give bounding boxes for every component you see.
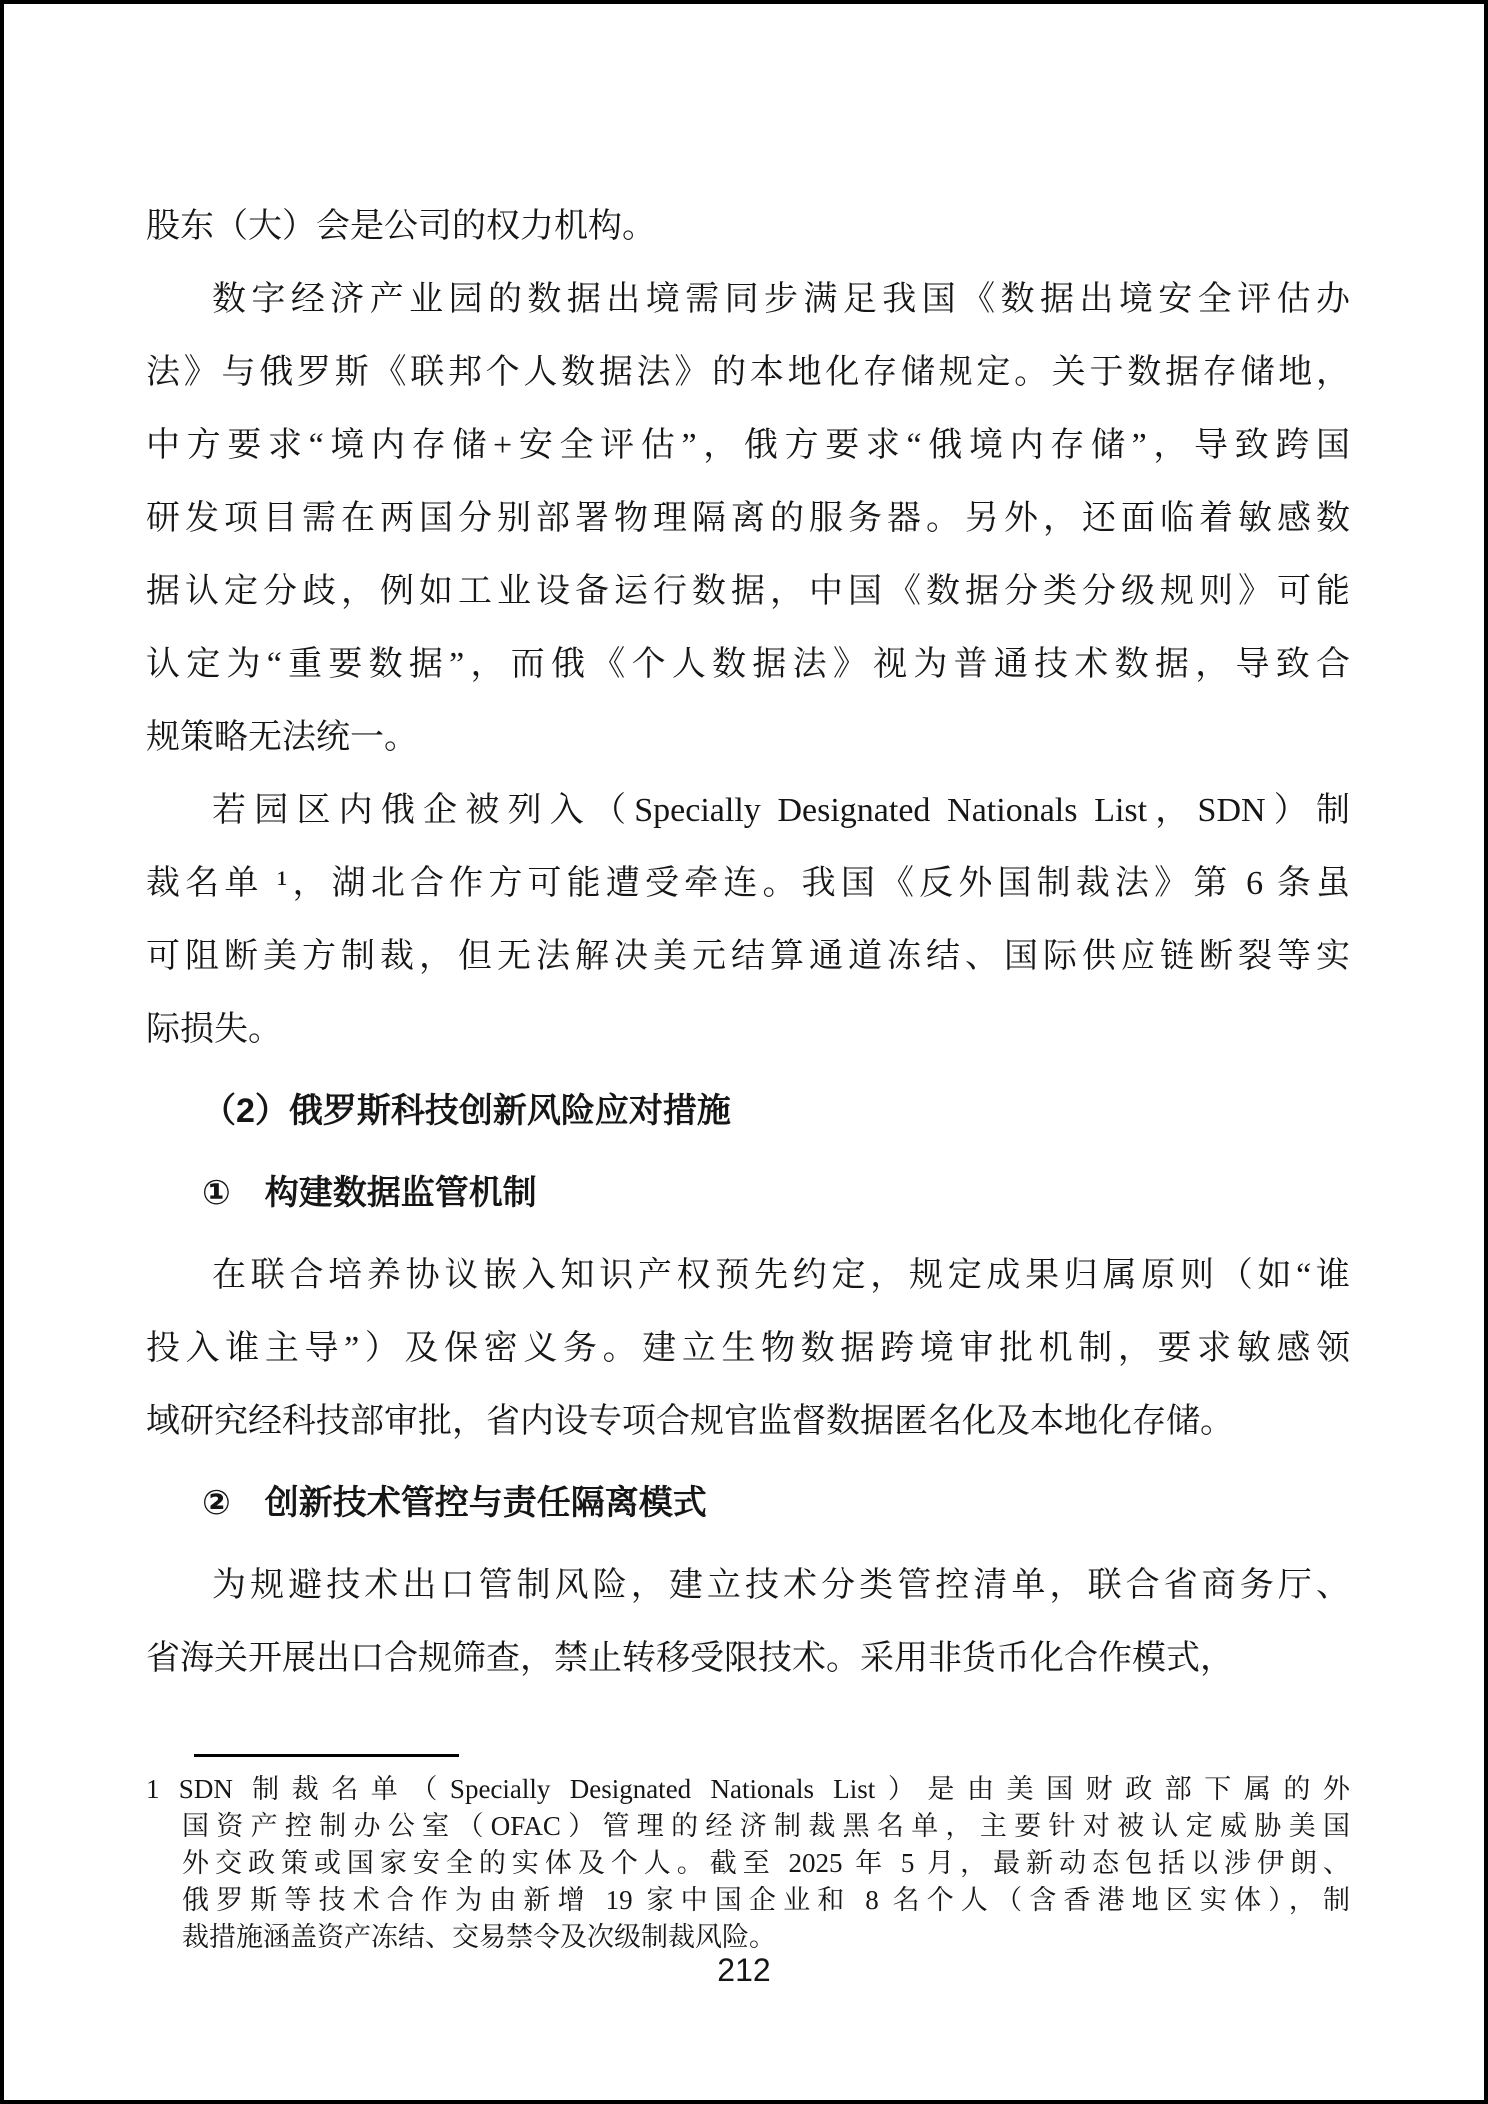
- text-line: 为规避技术出口管制风险，建立技术分类管控清单，联合省商务厅、: [212, 1567, 1350, 1604]
- footnote-line: 外交政策或国家安全的实体及个人。截至 2025 年 5 月，最新动态包括以涉伊朗、: [182, 1848, 1350, 1878]
- text-line: 规策略无法统一。: [146, 719, 418, 756]
- text-line: 认定为“重要数据”，而俄《个人数据法》视为普通技术数据，导致合: [146, 646, 1350, 683]
- text-line: ② 创新技术管控与责任隔离模式: [202, 1484, 707, 1522]
- section-heading: [146, 1157, 1350, 1230]
- paragraph: [146, 263, 1350, 774]
- text-line: 股东（大）会是公司的权力机构。: [146, 208, 656, 245]
- text-line: 域研究经科技部审批，省内设专项合规官监督数据匿名化及本地化存储。: [146, 1403, 1234, 1440]
- section-heading: [146, 1467, 1350, 1540]
- text-line: 可阻断美方制裁，但无法解决美元结算通道冻结、国际供应链断裂等实: [146, 938, 1350, 975]
- text-line: 裁名单 ¹，湖北合作方可能遭受牵连。我国《反外国制裁法》第 6 条虽: [146, 865, 1350, 902]
- text-line: 在联合培养协议嵌入知识产权预先约定，规定成果归属原则（如“谁: [212, 1257, 1350, 1294]
- text-line: 数字经济产业园的数据出境需同步满足我国《数据出境安全评估办: [212, 281, 1350, 318]
- footnote-line: 俄罗斯等技术合作为由新增 19 家中国企业和 8 名个人（含香港地区实体），制: [182, 1885, 1350, 1915]
- text-line: 中方要求“境内存储+安全评估”，俄方要求“俄境内存储”，导致跨国: [146, 427, 1350, 464]
- text-line: 际损失。: [146, 1011, 282, 1048]
- paragraph: [146, 774, 1350, 1066]
- paragraph: [146, 1239, 1350, 1458]
- footnote-area: [146, 1754, 1350, 1956]
- footnote-line: 1 SDN 制裁名单（Specially Designated Nationals List）是由美国财政部下属的外: [146, 1774, 1350, 1804]
- footnote-line: 裁措施涵盖资产冻结、交易禁令及次级制裁风险。: [182, 1922, 776, 1952]
- text-line: 据认定分歧，例如工业设备运行数据，中国《数据分类分级规则》可能: [146, 573, 1350, 610]
- footnote-text: [146, 1771, 1350, 1956]
- document-body: [146, 190, 1350, 1695]
- footnote-line: 国资产控制办公室（OFAC）管理的经济制裁黑名单，主要针对被认定威胁美国: [182, 1811, 1350, 1841]
- text-line: 省海关开展出口合规筛查，禁止转移受限技术。采用非货币化合作模式，: [146, 1640, 1234, 1677]
- footnote-separator: [194, 1754, 459, 1757]
- paragraph: [146, 1549, 1350, 1695]
- text-line: 若园区内俄企被列入（Specially Designated Nationals List，SDN）制: [212, 792, 1350, 829]
- section-heading: [146, 1075, 1350, 1148]
- text-line: ① 构建数据监管机制: [202, 1174, 537, 1212]
- text-line: 投入谁主导”）及保密义务。建立生物数据跨境审批机制，要求敏感领: [146, 1330, 1350, 1367]
- paragraph: [146, 190, 1350, 263]
- page-number: 212: [717, 1952, 771, 1988]
- text-line: 研发项目需在两国分别部署物理隔离的服务器。另外，还面临着敏感数: [146, 500, 1350, 537]
- text-line: 法》与俄罗斯《联邦个人数据法》的本地化存储规定。关于数据存储地，: [146, 354, 1350, 391]
- text-line: （2）俄罗斯科技创新风险应对措施: [202, 1092, 731, 1130]
